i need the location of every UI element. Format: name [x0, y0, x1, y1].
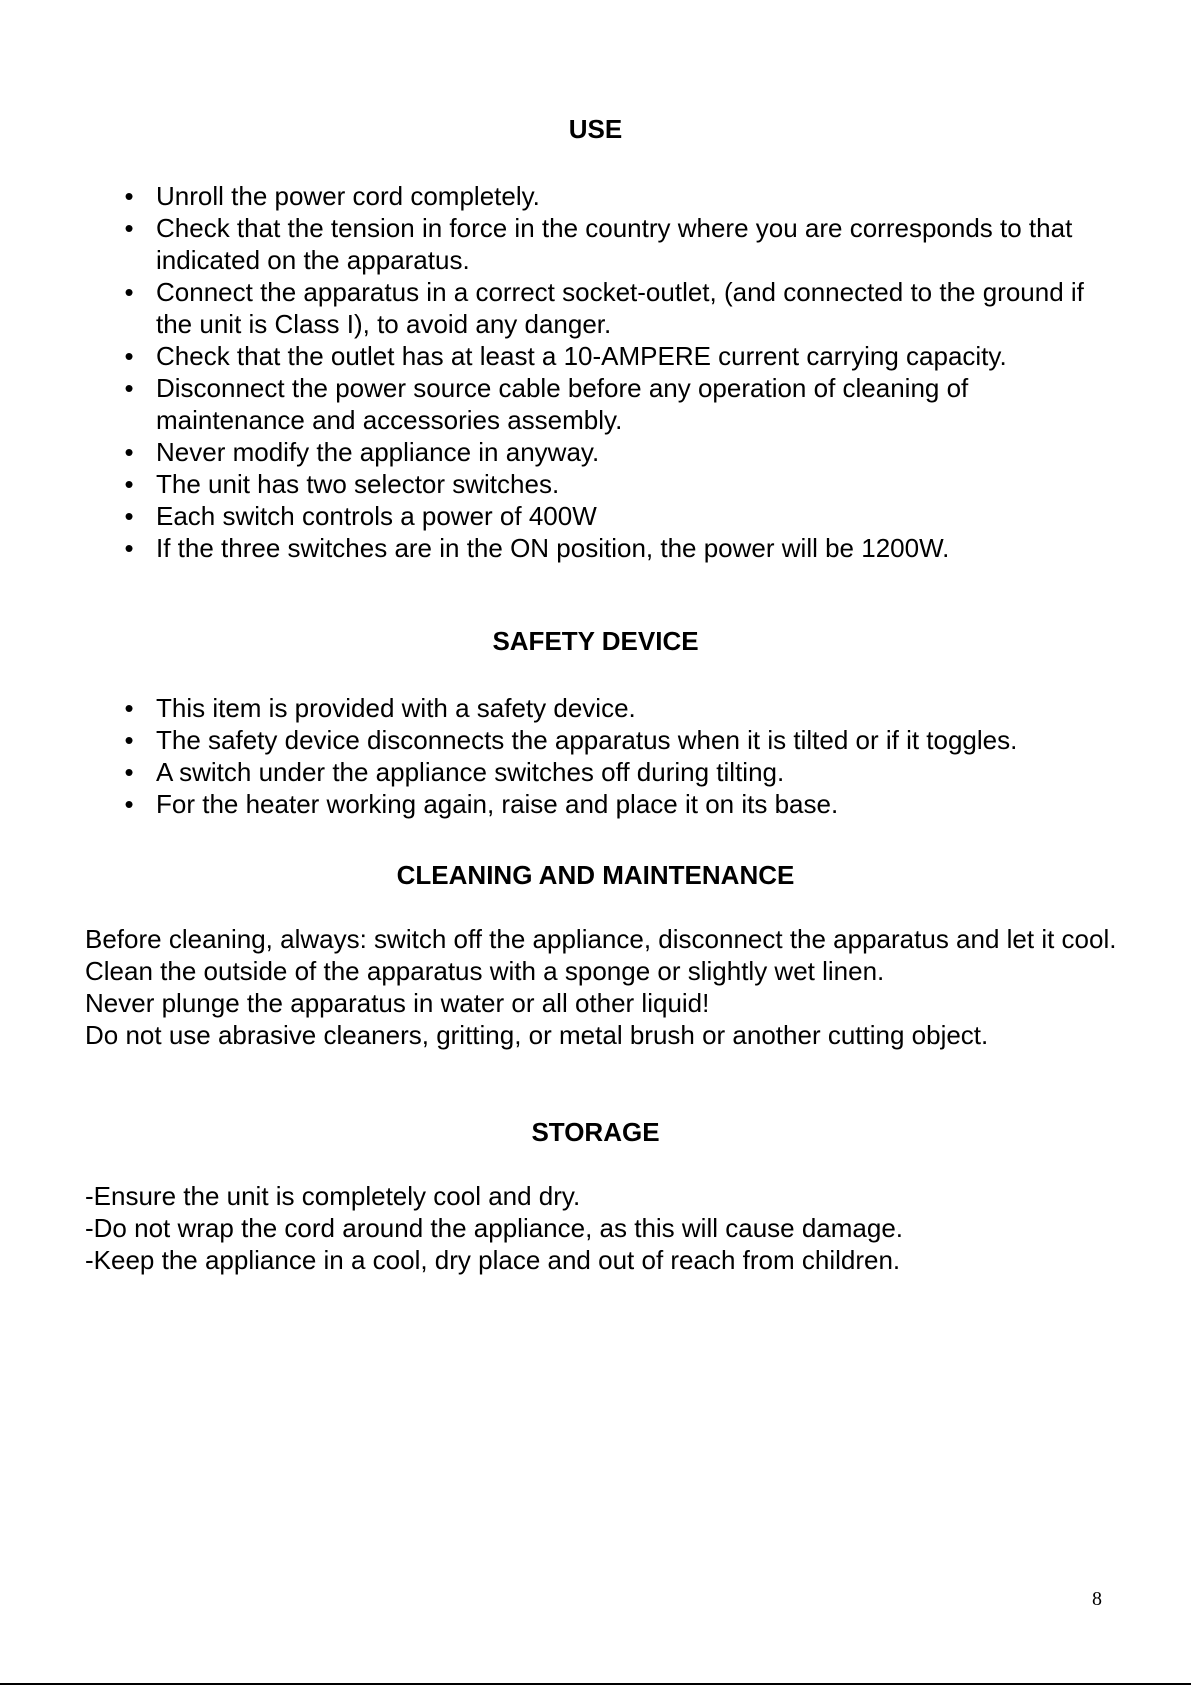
bullet-icon: •	[124, 373, 134, 403]
list-item: • Each switch controls a power of 400W	[0, 500, 1191, 532]
paragraph-line: Clean the outside of the apparatus with a sponge or slightly wet linen.	[85, 956, 885, 986]
list-item: • A switch under the appliance switches off during tilting.	[0, 756, 1191, 788]
paragraph-line: Never plunge the apparatus in water or all other liquid!	[85, 988, 710, 1018]
paragraph-line: Before cleaning, always: switch off the appliance, disconnect the apparatus and let it cool.	[85, 924, 1117, 954]
list-item: • Check that the outlet has at least a 10-AMPERE current carrying capacity.	[0, 340, 1191, 372]
bullet-icon: •	[124, 181, 134, 211]
bullet-icon: •	[124, 757, 134, 787]
cleaning-paragraph	[85, 923, 1125, 1051]
list-item: • Disconnect the power source cable before any operation of cleaning of maintenance and accessories assembly.	[0, 372, 1191, 436]
list-item: • This item is provided with a safety device.	[0, 692, 1191, 724]
bullet-icon: •	[124, 469, 134, 499]
list-item: • The unit has two selector switches.	[0, 468, 1191, 500]
bullet-icon: •	[124, 341, 134, 371]
page-number: 8	[1092, 1588, 1102, 1610]
bullet-icon: •	[124, 533, 134, 563]
safety-device-list	[0, 692, 1191, 820]
safety-device-heading: SAFETY DEVICE	[492, 626, 699, 656]
paragraph-line: -Ensure the unit is completely cool and dry.	[85, 1181, 581, 1211]
list-item: • If the three switches are in the ON position, the power will be 1200W.	[0, 532, 1191, 564]
bullet-icon: •	[124, 789, 134, 819]
bullet-icon: •	[124, 213, 134, 243]
list-item: • Connect the apparatus in a correct socket-outlet, (and connected to the ground if the unit is Class I), to avoid any danger.	[0, 276, 1191, 340]
bullet-icon: •	[124, 693, 134, 723]
bullet-icon: •	[124, 725, 134, 755]
bullet-icon: •	[124, 277, 134, 307]
use-list	[0, 180, 1191, 564]
storage-heading: STORAGE	[531, 1117, 660, 1147]
bullet-icon: •	[124, 437, 134, 467]
bullet-icon: •	[124, 501, 134, 531]
storage-paragraph	[85, 1180, 1125, 1276]
paragraph-line: -Keep the appliance in a cool, dry place and out of reach from children.	[85, 1245, 901, 1275]
list-item: • The safety device disconnects the apparatus when it is tilted or if it toggles.	[0, 724, 1191, 756]
list-item: • Never modify the appliance in anyway.	[0, 436, 1191, 468]
list-item: • For the heater working again, raise and place it on its base.	[0, 788, 1191, 820]
list-item: • Check that the tension in force in the country where you are corresponds to that indicated on the apparatus.	[0, 212, 1191, 276]
paragraph-line: Do not use abrasive cleaners, gritting, or metal brush or another cutting object.	[85, 1020, 989, 1050]
cleaning-heading: CLEANING AND MAINTENANCE	[396, 860, 795, 890]
list-item: • Unroll the power cord completely.	[0, 180, 1191, 212]
paragraph-line: -Do not wrap the cord around the appliance, as this will cause damage.	[85, 1213, 904, 1243]
use-heading: USE	[568, 114, 623, 144]
